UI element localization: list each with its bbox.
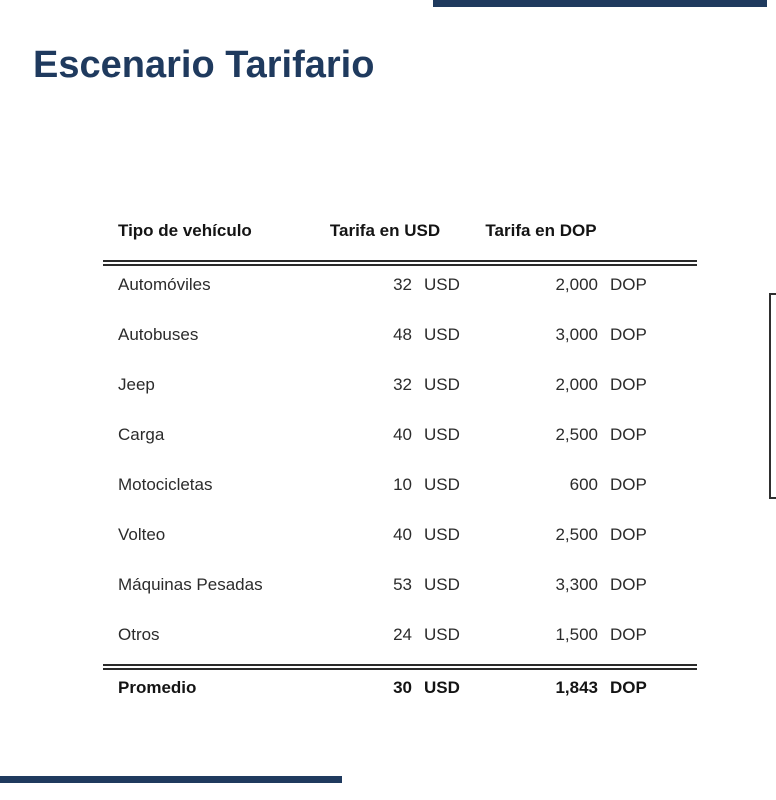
dop-value-cell: 2,500: [555, 425, 598, 444]
dop-value-cell: 2,000: [555, 275, 598, 294]
usd-unit-cell: USD: [424, 475, 460, 494]
dop-unit-cell: DOP: [610, 625, 647, 644]
column-header-dop-fare: Tarifa en DOP: [485, 221, 597, 240]
table-header-row: [103, 206, 697, 256]
vehicle-type-cell: Jeep: [118, 375, 155, 394]
vehicle-type-cell: Motocicletas: [118, 475, 213, 494]
usd-value-cell: 48: [393, 325, 412, 344]
footer-label-cell: Promedio: [118, 678, 197, 697]
dop-unit-cell: DOP: [610, 325, 647, 344]
table-row: [103, 510, 697, 560]
usd-value-cell: 53: [393, 575, 412, 594]
top-accent-bar: [433, 0, 767, 7]
table-body: [103, 260, 697, 660]
dop-unit-cell: DOP: [610, 575, 647, 594]
usd-value-cell: 24: [393, 625, 412, 644]
dop-value-cell: 600: [569, 475, 598, 494]
table-row: [103, 560, 697, 610]
dop-value-cell: 3,300: [555, 575, 598, 594]
usd-value-cell: 40: [393, 425, 412, 444]
table-row: [103, 260, 697, 310]
footer-usd-unit-cell: USD: [424, 678, 460, 697]
table-row: [103, 410, 697, 460]
usd-value-cell: 10: [393, 475, 412, 494]
dop-unit-cell: DOP: [610, 375, 647, 394]
vehicle-type-cell: Otros: [118, 625, 160, 644]
dop-unit-cell: DOP: [610, 425, 647, 444]
vehicle-type-cell: Máquinas Pesadas: [118, 575, 263, 594]
footer-usd-value-cell: 30: [393, 678, 412, 697]
usd-value-cell: 32: [393, 375, 412, 394]
usd-unit-cell: USD: [424, 525, 460, 544]
vehicle-type-cell: Carga: [118, 425, 165, 444]
usd-unit-cell: USD: [424, 575, 460, 594]
bottom-accent-bar: [0, 776, 342, 783]
dop-value-cell: 2,500: [555, 525, 598, 544]
column-header-vehicle-type: Tipo de vehículo: [118, 221, 252, 240]
page-title: Escenario Tarifario: [33, 44, 375, 86]
table-footer-row: [103, 664, 697, 712]
vehicle-type-cell: Autobuses: [118, 325, 199, 344]
usd-value-cell: 32: [393, 275, 412, 294]
table-row: [103, 310, 697, 360]
cutoff-callout-box: [769, 293, 776, 499]
usd-unit-cell: USD: [424, 325, 460, 344]
dop-value-cell: 3,000: [555, 325, 598, 344]
dop-unit-cell: DOP: [610, 275, 647, 294]
footer-dop-unit-cell: DOP: [610, 678, 647, 697]
footer-dop-value-cell: 1,843: [555, 678, 598, 697]
vehicle-type-cell: Volteo: [118, 525, 166, 544]
usd-unit-cell: USD: [424, 425, 460, 444]
table-row: [103, 610, 697, 660]
table-row: [103, 360, 697, 410]
vehicle-type-cell: Automóviles: [118, 275, 211, 294]
dop-value-cell: 2,000: [555, 375, 598, 394]
column-header-usd-fare: Tarifa en USD: [329, 221, 441, 240]
usd-unit-cell: USD: [424, 375, 460, 394]
table-footer: [103, 664, 697, 712]
usd-unit-cell: USD: [424, 275, 460, 294]
usd-unit-cell: USD: [424, 625, 460, 644]
dop-unit-cell: DOP: [610, 525, 647, 544]
table-row: [103, 460, 697, 510]
dop-value-cell: 1,500: [555, 625, 598, 644]
usd-value-cell: 40: [393, 525, 412, 544]
dop-unit-cell: DOP: [610, 475, 647, 494]
